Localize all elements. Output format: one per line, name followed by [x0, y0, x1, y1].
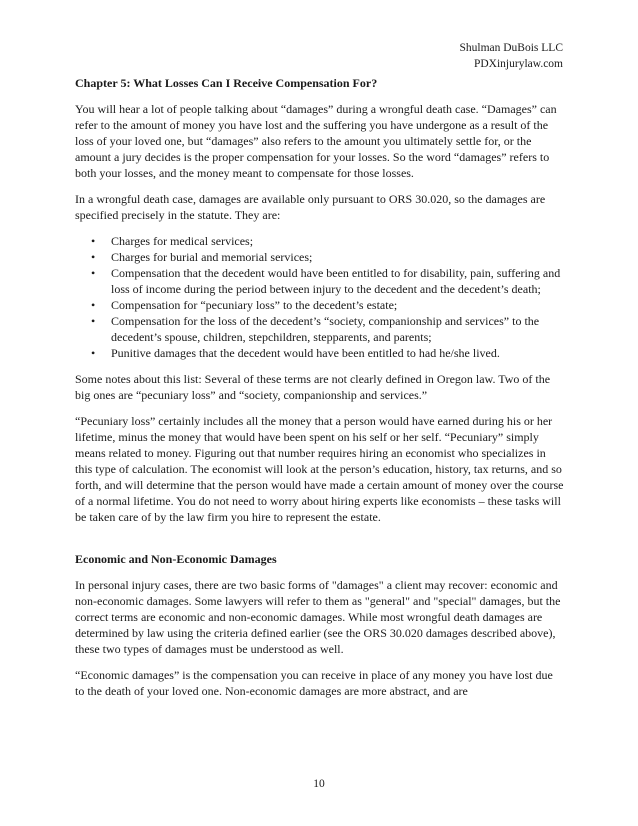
damages-list [75, 233, 565, 361]
list-item [75, 345, 565, 361]
section-paragraph: “Economic damages” is the compensation you can receive in place of any money you have lost due to the death of your loved one. Non-economic damages are more abstract, and are [75, 668, 553, 698]
list-item-text: Compensation for the loss of the decedent’s “society, companionship and services” to the decedent’s spouse, children, stepchildren, stepparents, and parents; [111, 314, 540, 344]
bullet-icon: • [91, 298, 96, 312]
list-item-text: Punitive damages that the decedent would have been entitled to had he/she lived. [111, 346, 500, 360]
firm-website: PDXinjurylaw.com [473, 58, 563, 70]
intro-paragraph: In a wrongful death case, damages are available only pursuant to ORS 30.020, so the damages are specified precisely in the statute. They are: [75, 192, 546, 222]
bullet-icon: • [91, 314, 96, 328]
list-item-text: Compensation that the decedent would have been entitled to for disability, pain, suffering and loss of income during the period between injury to the decedent and the decedent’s death; [111, 266, 561, 296]
page-number: 10 [313, 778, 325, 790]
section-title: Economic and Non-Economic Damages [75, 552, 277, 566]
list-item [75, 233, 565, 249]
list-item [75, 265, 565, 297]
section-paragraph: In personal injury cases, there are two basic forms of "damages" a client may recover: economic and non-economic damages. Some lawyers will refer to them as "general" and "special" damages, but the correct terms are economic and non-economic damages. While most wrongful death damages are determined by law using the criteria defined earlier (see the ORS 30.020 damages described above), these two types of damages must be understood as well. [75, 578, 561, 656]
bullet-icon: • [91, 266, 96, 280]
list-item-text: Charges for medical services; [111, 234, 254, 248]
list-item [75, 297, 565, 313]
chapter-title: Chapter 5: What Losses Can I Receive Compensation For? [75, 76, 378, 90]
notes-paragraph: “Pecuniary loss” certainly includes all the money that a person would have earned during his or her lifetime, minus the money that would have been spent on his self or her self. “Pecuniary” simply means related to money. Figuring out that number requires hiring an economist who specializes in this type of calculation. The economist will look at the person’s education, history, tax returns, and so forth, and will determine that the person would have made a certain amount of money over the course of a normal lifetime. You do not need to worry about hiring experts like economists – these tasks will be taken care of by the law firm you hire to represent the estate. [75, 414, 564, 524]
intro-paragraph: You will hear a lot of people talking about “damages” during a wrongful death case. “Damages” can refer to the amount of money you have lost and the suffering you have undergone as a result of the loss of your loved one, but “damages” also refers to the amount you ultimately settle for, or the amount a jury decides is the proper compensation for your losses. So the word “damages” refers to both your losses, and the money meant to compensate for those losses. [75, 102, 557, 180]
page-body [75, 75, 565, 709]
bullet-icon: • [91, 234, 96, 248]
list-item [75, 313, 565, 345]
page-header [459, 40, 563, 72]
bullet-icon: • [91, 346, 96, 360]
list-item [75, 249, 565, 265]
firm-name: Shulman DuBois LLC [459, 42, 563, 54]
notes-paragraph: Some notes about this list: Several of these terms are not clearly defined in Oregon law. Two of the big ones are “pecuniary loss” and “society, companionship and services.” [75, 372, 551, 402]
list-item-text: Charges for burial and memorial services; [111, 250, 313, 264]
bullet-icon: • [91, 250, 96, 264]
list-item-text: Compensation for “pecuniary loss” to the decedent’s estate; [111, 298, 398, 312]
